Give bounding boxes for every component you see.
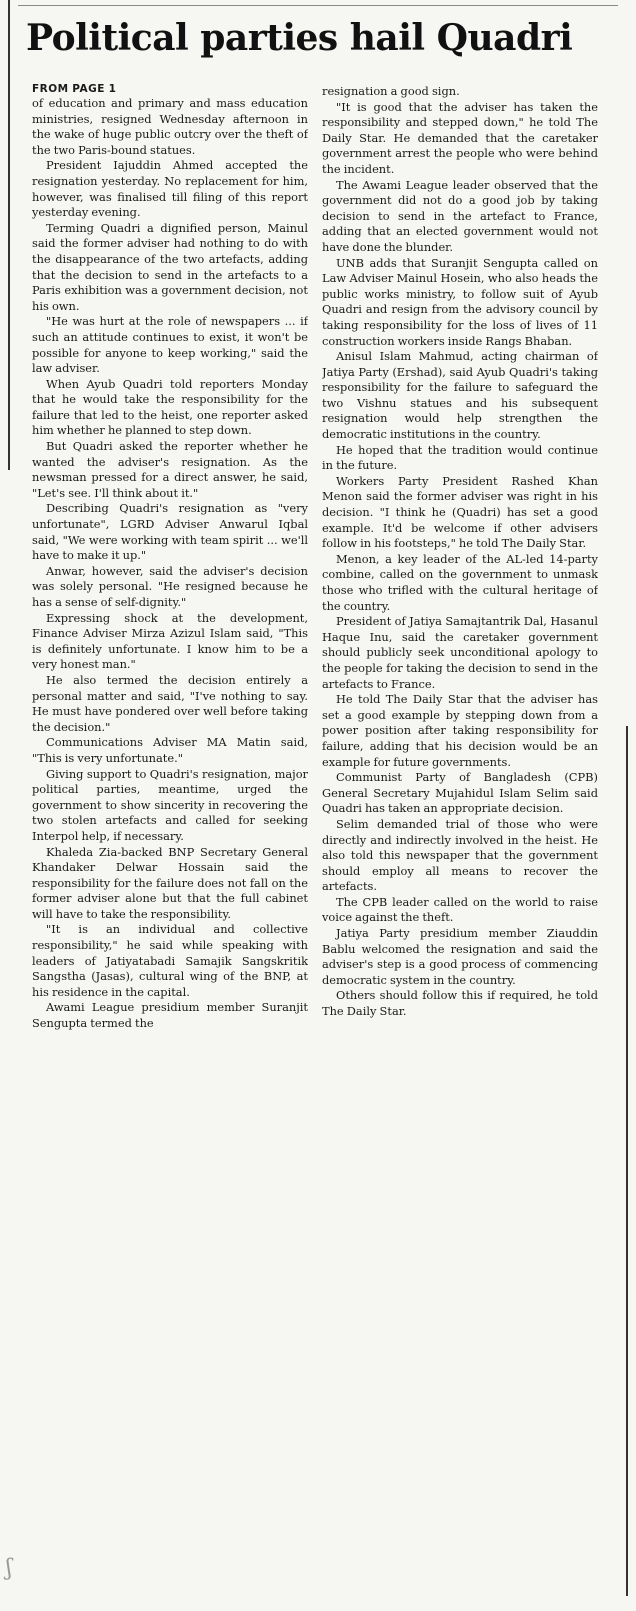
paragraph: President of Jatiya Samajtantrik Dal, Hasanul Haque Inu, said the caretaker government should publicly seek unconditional apology to the people for taking the decision to send in the artefacts to France.	[322, 614, 598, 691]
paragraph: of education and primary and mass education ministries, resigned Wednesday afternoon in the wake of huge public outcry over the theft of the two Paris-bound statues.	[32, 96, 308, 157]
paragraph: Describing Quadri's resignation as "very unfortunate", LGRD Adviser Anwarul Iqbal said, "We were working with team spirit ... we'll have to make it up."	[32, 501, 308, 563]
paragraph: He hoped that the tradition would continue in the future.	[322, 442, 598, 473]
paragraph: Menon, a key leader of the AL-led 14-party combine, called on the government to unmask those who trifled with the cultural heritage of the country.	[322, 551, 598, 613]
paragraph: Awami League presidium member Suranjit Sengupta termed the	[32, 1000, 308, 1031]
paragraph: Giving support to Quadri's resignation, major political parties, meantime, urged the government to show sincerity in recovering the two stolen artefacts and called for seeking Interpol help, if necessary.	[32, 766, 308, 843]
paragraph: Khaleda Zia-backed BNP Secretary General Khandaker Delwar Hossain said the responsibility for the failure does not fall on the former adviser alone but that the full cabinet will have to take the responsibility.	[32, 844, 308, 921]
paragraph: When Ayub Quadri told reporters Monday that he would take the responsibility for the failure that led to the heist, one reporter asked him whether he planned to step down.	[32, 376, 308, 438]
paragraph: resignation a good sign.	[322, 84, 460, 98]
paragraph: The Awami League leader observed that the government did not do a good job by taking decision to send in the artefact to France, adding that an elected government would not have done the blunder.	[322, 177, 598, 254]
ink-mark-icon: ʃ	[6, 1556, 12, 1581]
paragraph: Selim demanded trial of those who were directly and indirectly involved in the heist. He also told this newspaper that the government should employ all means to recover the artefacts.	[322, 816, 598, 894]
paragraph: "It is good that the adviser has taken the responsibility and stepped down," he told The Daily Star. He demanded that the caretaker government arrest the people who were behind the incident.	[322, 99, 598, 176]
paragraph: Jatiya Party presidium member Ziauddin Bablu welcomed the resignation and said the adviser's step is a good process of commencing democratic system in the country.	[322, 926, 598, 987]
paragraph: Terming Quadri a dignified person, Mainul said the former adviser had nothing to do with the disappearance of the two artefacts, adding that the decision to send in the artefacts to a Paris exhibition was a government decision, not his own.	[32, 220, 308, 313]
paragraph: President Iajuddin Ahmed accepted the resignation yesterday. No replacement for him, however, was finalised till filing of this report yesterday evening.	[32, 158, 308, 220]
paragraph: "He was hurt at the role of newspapers ... if such an attitude continues to exist, it won't be possible for anyone to keep working," said the law adviser.	[32, 314, 308, 376]
right-column-rule	[626, 726, 628, 1596]
paragraph: "It is an individual and collective responsibility," he said while speaking with leaders of Jatiyatabadi Samajik Sangskritik Sangstha (Jasas), cultural wing of the BNP, at his residence in the capital.	[32, 922, 308, 999]
paragraph: Communist Party of Bangladesh (CPB) General Secretary Mujahidul Islam Selim said Quadri has taken an appropriate decision.	[322, 770, 598, 816]
paragraph: UNB adds that Suranjit Sengupta called on Law Adviser Mainul Hosein, who also heads the public works ministry, to follow suit of Ayub Quadri and resign from the advisory council by taking responsibility for the loss of lives of 11 construction workers inside Rangs Bhaban.	[322, 255, 598, 348]
paragraph: Anwar, however, said the adviser's decision was solely personal. "He resigned because he has a sense of self-dignity."	[32, 563, 308, 609]
paragraph: The CPB leader called on the world to raise voice against the theft.	[322, 894, 598, 925]
top-rule	[18, 5, 618, 6]
paragraph: He also termed the decision entirely a personal matter and said, "I've nothing to say. He must have pondered over well before taking the decision."	[32, 672, 308, 734]
continuation-kicker: FROM PAGE 1	[32, 83, 117, 95]
paragraph: He told The Daily Star that the adviser has set a good example by stepping down from a power position after taking responsibility for failure, adding that his decision would be an example for future governments.	[322, 692, 598, 769]
left-column-rule	[8, 0, 10, 470]
article-column-left	[32, 82, 308, 1602]
paragraph: Expressing shock at the development, Finance Adviser Mirza Azizul Islam said, "This is definitely unfortunate. I know him to be a very honest man."	[32, 610, 308, 672]
paragraph: Others should follow this if required, he told The Daily Star.	[322, 988, 598, 1019]
headline: Political parties hail Quadri	[26, 17, 573, 59]
paragraph: Anisul Islam Mahmud, acting chairman of Jatiya Party (Ershad), said Ayub Quadri's taking responsibility for the failure to safeguard the two Vishnu statues and his subsequent resignation would help strengthen the democratic institutions in the country.	[322, 349, 598, 442]
article-column-right	[322, 84, 598, 1599]
paragraph: Workers Party President Rashed Khan Menon said the former adviser was right in his decision. "I think he (Quadri) has set a good example. It'd be welcome if other advisers follow in his footsteps," he told The Daily Star.	[322, 473, 598, 551]
paragraph: But Quadri asked the reporter whether he wanted the adviser's resignation. As the newsman pressed for a direct answer, he said, "Let's see. I'll think about it."	[32, 439, 308, 500]
paragraph: Communications Adviser MA Matin said, "This is very unfortunate."	[32, 735, 308, 765]
